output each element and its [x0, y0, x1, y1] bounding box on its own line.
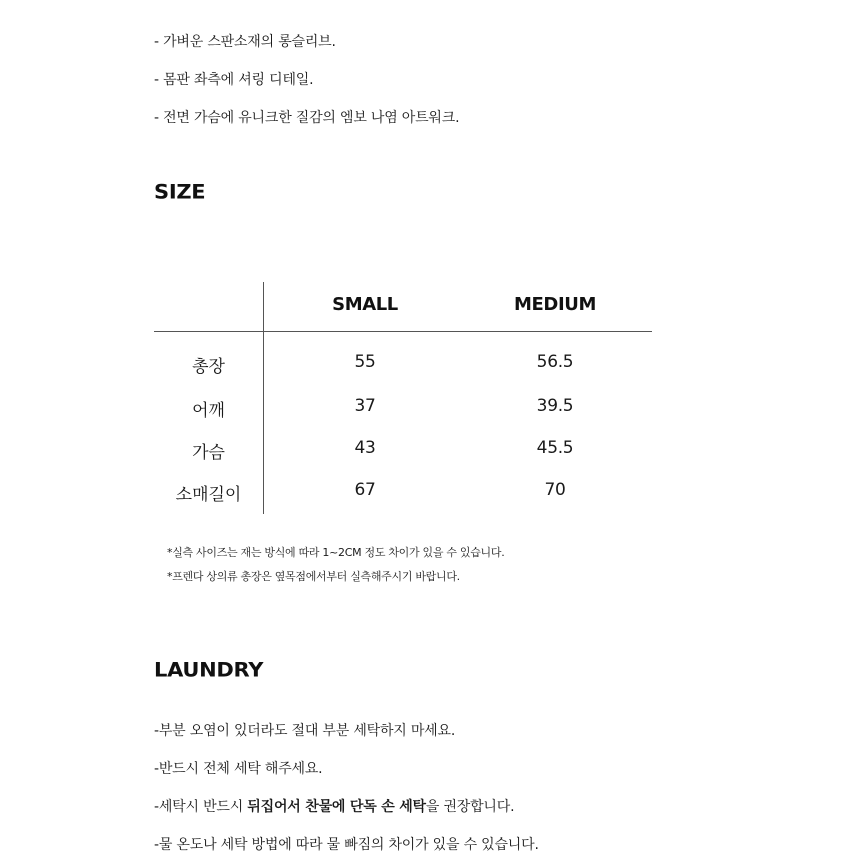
size-note-2: *프렌다 상의류 총장은 옆목점에서부터 실측해주시기 바랍니다. [167, 570, 460, 583]
cell-shoulder-small: 37 [354, 396, 376, 416]
row-label-sleeve: 소매길이 [175, 485, 242, 505]
description-line-1: - 가벼운 스판소재의 롱슬리브. [154, 34, 336, 50]
laundry-line-2: -반드시 전체 세탁 해주세요. [154, 761, 323, 777]
size-table [154, 282, 652, 514]
row-label-chest: 가슴 [192, 443, 225, 463]
cell-shoulder-medium: 39.5 [536, 396, 574, 416]
laundry-line-3-emphasis: 뒤집어서 찬물에 단독 손 세탁 [247, 799, 426, 815]
laundry-line-3-suffix: 을 권장합니다. [425, 799, 515, 815]
laundry-line-3-prefix: -세탁시 반드시 [154, 799, 248, 815]
size-note-1: *실측 사이즈는 재는 방식에 따라 1~2CM 정도 차이가 있을 수 있습니다. [167, 546, 505, 559]
column-header-small: SMALL [332, 294, 398, 315]
laundry-line-4: -물 온도나 세탁 방법에 따라 물 빠짐의 차이가 있을 수 있습니다. [154, 837, 539, 853]
description-line-3: - 전면 가슴에 유니크한 질감의 엠보 나염 아트워크. [154, 110, 460, 126]
table-vertical-divider [263, 282, 264, 514]
column-header-medium: MEDIUM [514, 294, 596, 315]
cell-chest-medium: 45.5 [536, 438, 574, 458]
row-label-length: 총장 [192, 357, 225, 377]
cell-sleeve-small: 67 [354, 480, 376, 500]
laundry-section-title: LAUNDRY [154, 658, 264, 682]
laundry-line-1: -부분 오염이 있더라도 절대 부분 세탁하지 마세요. [154, 723, 456, 739]
row-label-shoulder: 어깨 [192, 401, 225, 421]
size-section-title: SIZE [154, 180, 206, 204]
cell-chest-small: 43 [354, 438, 376, 458]
cell-length-small: 55 [354, 352, 376, 372]
laundry-line-3 [154, 796, 514, 816]
table-header-divider [154, 331, 652, 332]
description-line-2: - 몸판 좌측에 셔링 디테일. [154, 72, 314, 88]
cell-length-medium: 56.5 [536, 352, 574, 372]
cell-sleeve-medium: 70 [544, 480, 566, 500]
